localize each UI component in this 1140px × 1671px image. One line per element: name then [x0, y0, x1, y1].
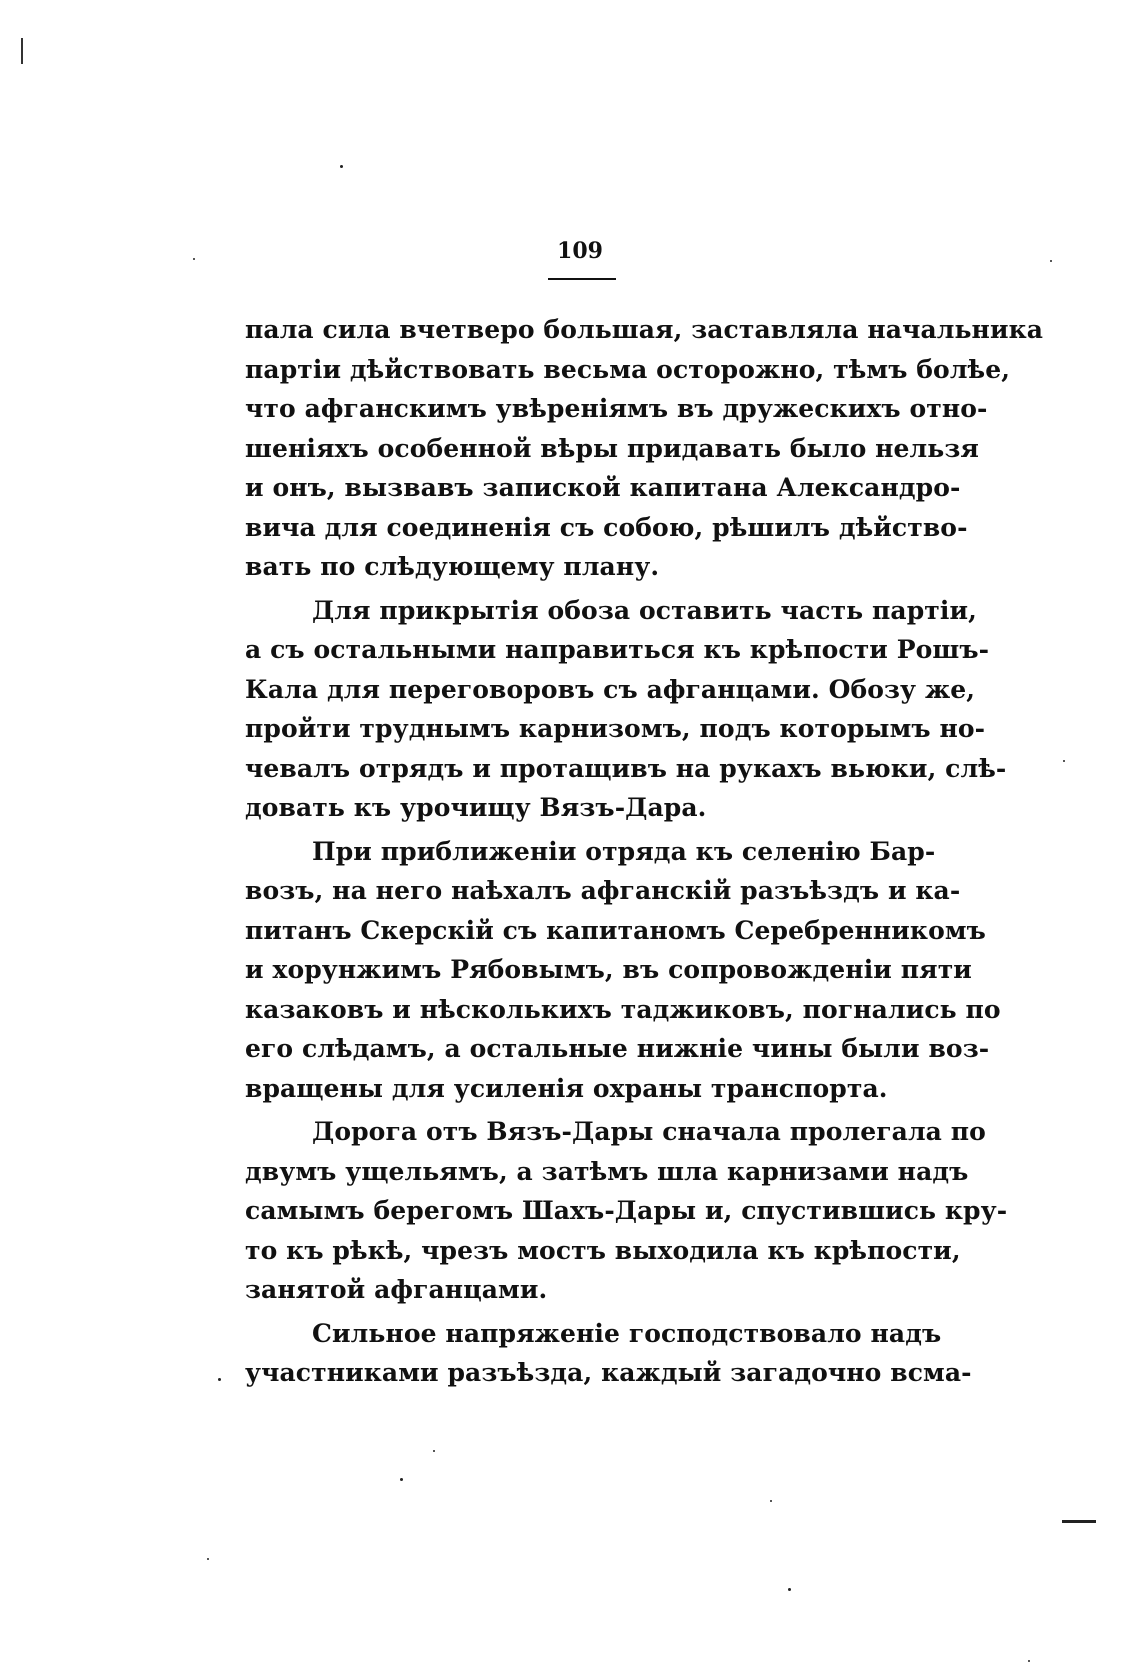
text-line: Дорога отъ Вязъ-Дары сначала пролегала по [312, 1117, 986, 1146]
scan-speck [1050, 260, 1052, 262]
scan-speck [207, 1558, 209, 1560]
scan-speck [218, 1378, 221, 1381]
text-line: его слѣдамъ, а остальные нижніе чины были воз- [245, 1034, 990, 1063]
text-line: пройти труднымъ карнизомъ, подъ которымъ но- [245, 714, 986, 743]
text-line: и хорунжимъ Рябовымъ, въ сопровожденіи пяти [245, 955, 972, 984]
scan-speck [193, 258, 195, 260]
text-line: шеніяхъ особенной вѣры придавать было нельзя [245, 433, 979, 463]
scan-mark [21, 38, 23, 64]
text-line: довать къ урочищу Вязъ-Дара. [245, 793, 707, 822]
text-line: пала сила вчетверо большая, заставляла начальника [245, 315, 1044, 344]
body-text [245, 310, 1044, 1393]
text-line: партіи дѣйствовать весьма осторожно, тѣмъ болѣе, [245, 354, 1011, 384]
paragraph [245, 1112, 1008, 1310]
scan-speck [340, 165, 343, 168]
text-line: двумъ ущельямъ, а затѣмъ шла карнизами надъ [245, 1156, 969, 1186]
text-line: чевалъ отрядъ и протащивъ на рукахъ вьюки, слѣ- [245, 753, 1007, 783]
text-line: занятой афганцами. [245, 1275, 548, 1304]
text-line: вращены для усиленія охраны транспорта. [245, 1073, 888, 1103]
paragraph [245, 832, 1001, 1109]
text-line: а съ остальными направиться къ крѣпости Рошъ- [245, 635, 990, 664]
text-line: При приближеніи отряда къ селенію Бар- [312, 836, 936, 866]
text-line: Сильное напряженіе господствовало надъ [312, 1318, 942, 1348]
text-line: возъ, на него наѣхалъ афганскій разъѣздъ и ка- [245, 876, 961, 905]
text-line: то къ рѣкѣ, чрезъ мостъ выходила къ крѣпости, [245, 1235, 961, 1265]
text-line: и онъ, вызвавъ запиской капитана Александро- [245, 473, 961, 502]
text-line: участниками разъѣзда, каждый загадочно всма- [245, 1358, 972, 1387]
text-line: вать по слѣдующему плану. [245, 552, 660, 581]
paragraph [245, 1314, 972, 1393]
scan-speck [788, 1588, 791, 1591]
text-line: что афганскимъ увѣреніямъ въ дружескихъ отно- [245, 394, 988, 423]
scan-speck [1028, 1660, 1030, 1662]
paragraph [245, 591, 1007, 828]
scan-speck [1063, 760, 1065, 762]
page-number: 109 [557, 238, 603, 264]
scan-speck [770, 1500, 772, 1502]
text-line: вича для соединенія съ собою, рѣшилъ дѣйство- [245, 512, 968, 542]
scan-dash [1062, 1520, 1096, 1523]
scan-speck [433, 1450, 435, 1452]
text-line: Для прикрытія обоза оставить часть партіи, [312, 595, 977, 625]
paragraph [245, 310, 1044, 587]
text-line: самымъ берегомъ Шахъ-Дары и, спустившись кру- [245, 1196, 1008, 1225]
page-number-rule [548, 278, 616, 280]
text-line: питанъ Скерскій съ капитаномъ Серебренникомъ [245, 915, 986, 945]
text-line: казаковъ и нѣсколькихъ таджиковъ, погнались по [245, 994, 1001, 1024]
text-line: Кала для переговоровъ съ афганцами. Обозу же, [245, 674, 976, 704]
scan-speck [400, 1478, 403, 1481]
